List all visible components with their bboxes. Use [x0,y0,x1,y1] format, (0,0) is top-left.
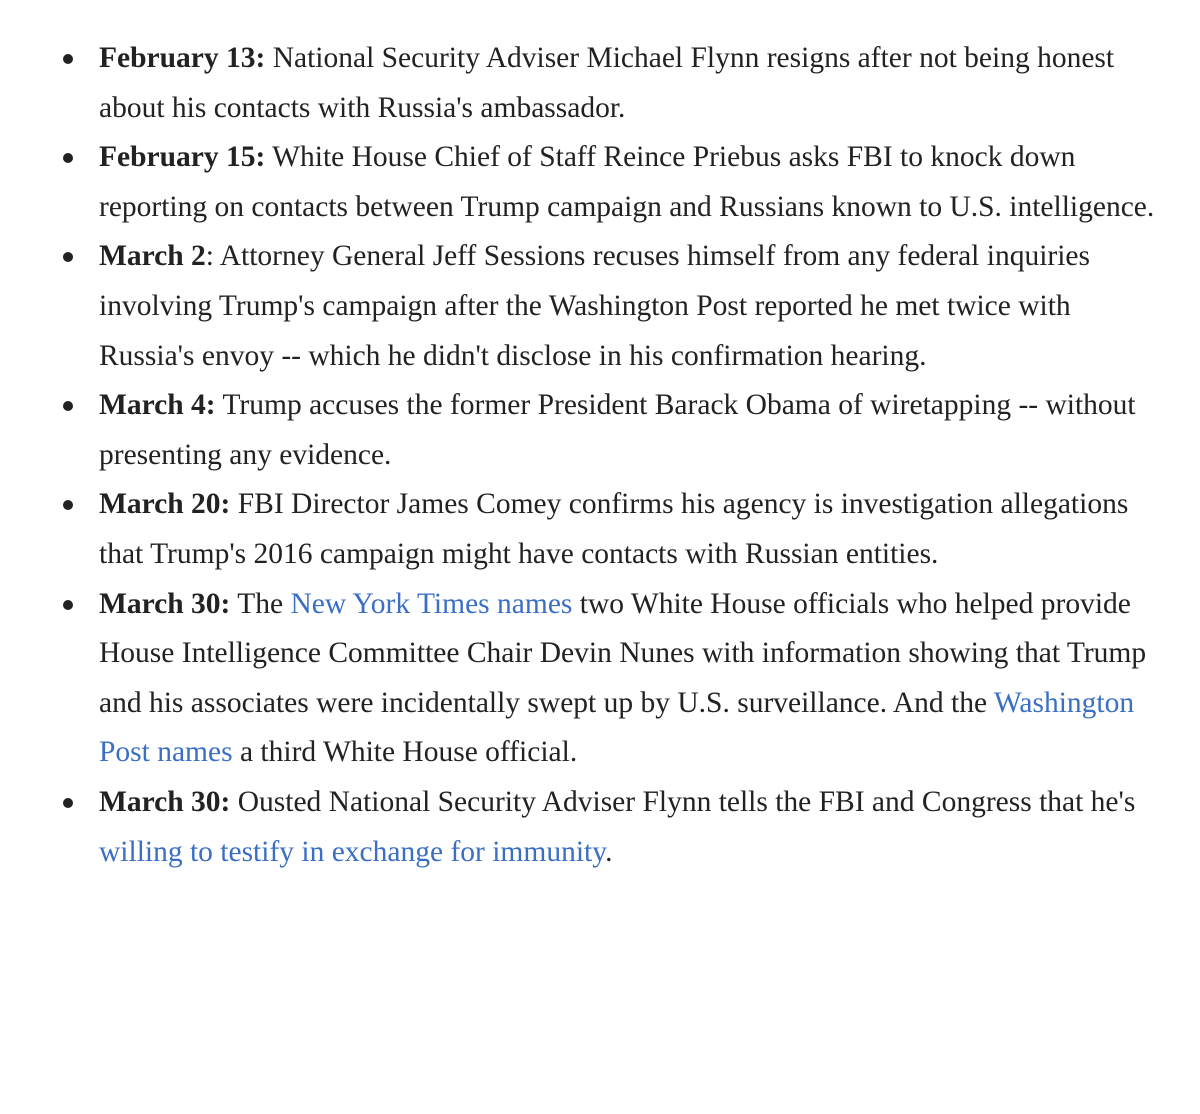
bullet-icon [63,252,73,262]
testify-immunity-link[interactable]: willing to testify in exchange for immunity [99,835,606,868]
bullet-icon [63,500,73,510]
event-text: The [230,587,291,620]
timeline-item [99,34,1160,133]
timeline-item [99,381,1160,480]
nyt-names-link[interactable]: New York Times names [290,587,573,620]
event-date: March 20: [99,488,231,521]
timeline-item [99,580,1160,778]
timeline-item [99,480,1160,579]
event-date: March 30: [99,785,231,818]
bullet-icon [63,54,73,64]
bullet-icon [63,401,73,411]
event-date: March 30: [99,587,231,620]
wapo-names-link[interactable]: Washington Post names [99,686,1135,769]
event-date: February 13: [99,42,266,74]
timeline-item [99,778,1160,877]
event-text: White House Chief of Staff Reince Priebus asks FBI to knock down reporting on contacts between Trump campaign and Russians known to U.S. intelligence. [99,141,1155,223]
event-text: : Attorney General Jeff Sessions recuses himself from any federal inquiries involving Trump's campaign after the Washington Post reported he met twice with Russia's envoy -- which he didn't disclose in his confirmation hearing. [99,240,1090,372]
bullet-icon [63,798,73,808]
event-text: two White House officials who helped provide House Intelligence Committee Chair Devin Nunes with information showing that Trump and his associates were incidentally swept up by U.S. surveillance. And the [99,587,1147,719]
timeline-item [99,133,1160,232]
event-date: February 15: [99,141,266,174]
event-date: March 2 [99,240,206,273]
event-text: Ousted National Security Adviser Flynn tells the FBI and Congress that he's [230,785,1136,818]
event-text: . [605,835,613,868]
bullet-icon [63,600,73,610]
bullet-icon [63,153,73,163]
event-date: March 4: [99,389,216,422]
timeline-item [99,232,1160,381]
event-text: Trump accuses the former President Barack Obama of wiretapping -- without presenting any evidence. [99,389,1136,471]
event-text: FBI Director James Comey confirms his agency is investigation allegations that Trump's 2016 campaign might have contacts with Russian entities. [99,488,1129,570]
event-text: a third White House official. [232,736,578,769]
event-text: National Security Adviser Michael Flynn resigns after not being honest about his contacts with Russia's ambassador. [99,42,1115,124]
